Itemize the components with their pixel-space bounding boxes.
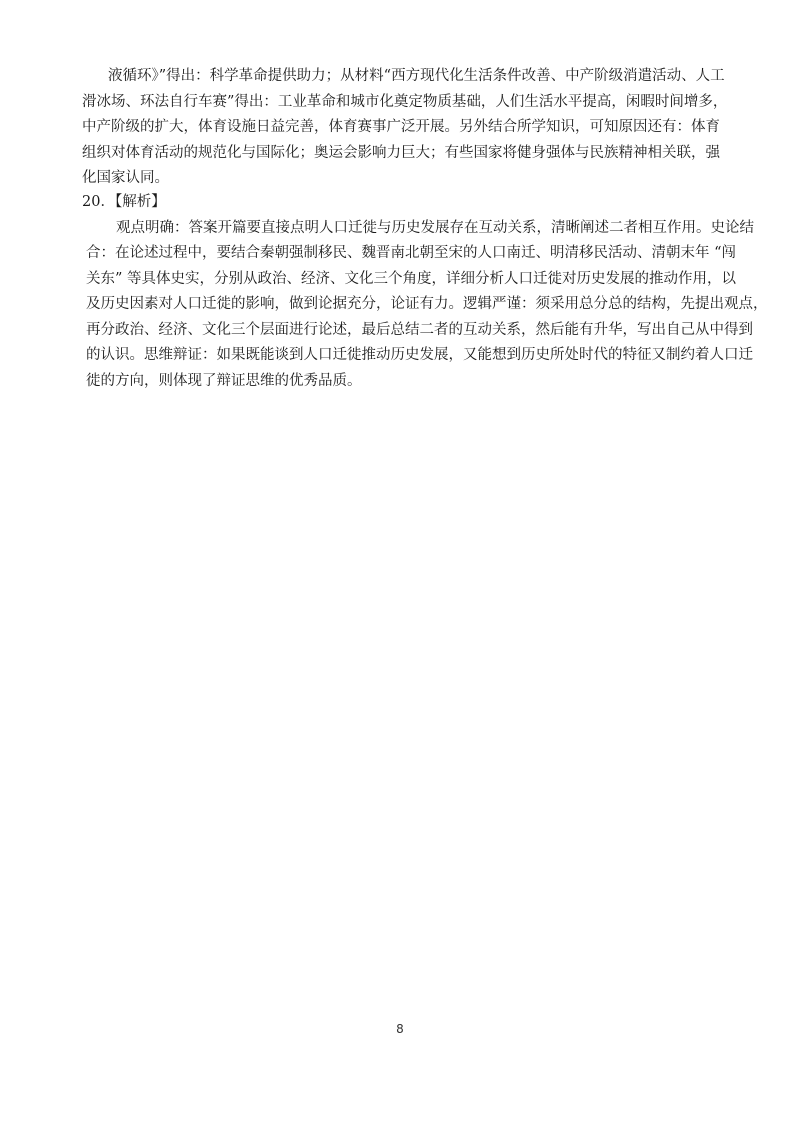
text-line: 液循环》”得出：科学革命提供助力；从材料“西方现代化生活条件改善、中产阶级消遣活动、人工: [108, 68, 725, 84]
text-line: 的认识。思维辩证：如果既能谈到人口迁徙推动历史发展，又能想到历史所处时代的特征又制约着人口迁: [86, 347, 753, 363]
text-line: 组织对体育活动的规范化与国际化；奥运会影响力巨大；有些国家将健身强体与民族精神相关联，强: [82, 144, 720, 161]
text-line: 化国家认同。: [82, 170, 169, 186]
text-line: 中产阶级的扩大，体育设施日益完善，体育赛事广泛开展。另外结合所学知识，可知原因还有：体育: [82, 119, 720, 135]
text-line: 观点明确：答案开篇要直接点明人口迁徙与历史发展存在互动关系，清晰阐述二者相互作用。史论结: [116, 219, 754, 236]
question-heading: 20．【解析】: [82, 194, 166, 210]
question-20-section: [82, 190, 768, 394]
text-line: 合：在论述过程中，要结合秦朝强制移民、魏晋南北朝至宋的人口南迁、明清移民活动、清朝末年 “闯: [86, 245, 737, 261]
question-20-analysis: [82, 216, 768, 395]
text-line: 徙的方向，则体现了辩证思维的优秀品质。: [86, 372, 362, 389]
text-line: 及历史因素对人口迁徙的影响，做到论据充分，论证有力。逻辑严谨：须采用总分总的结构，先提出观点，: [86, 296, 768, 312]
text-line: 滑冰场、环法自行车赛”得出：工业革命和城市化奠定物质基础，人们生活水平提高，闲暇时间增多，: [82, 93, 728, 110]
page-number: 8: [396, 1022, 404, 1036]
answer-continuation: [82, 64, 728, 192]
text-line: 再分政治、经济、文化三个层面进行论述，最后总结二者的互动关系，然后能有升华，写出自己从中得到: [86, 321, 753, 338]
text-line: 关东” 等具体史实，分别从政治、经济、文化三个角度，详细分析人口迁徙对历史发展的推动作用，以: [86, 270, 737, 287]
